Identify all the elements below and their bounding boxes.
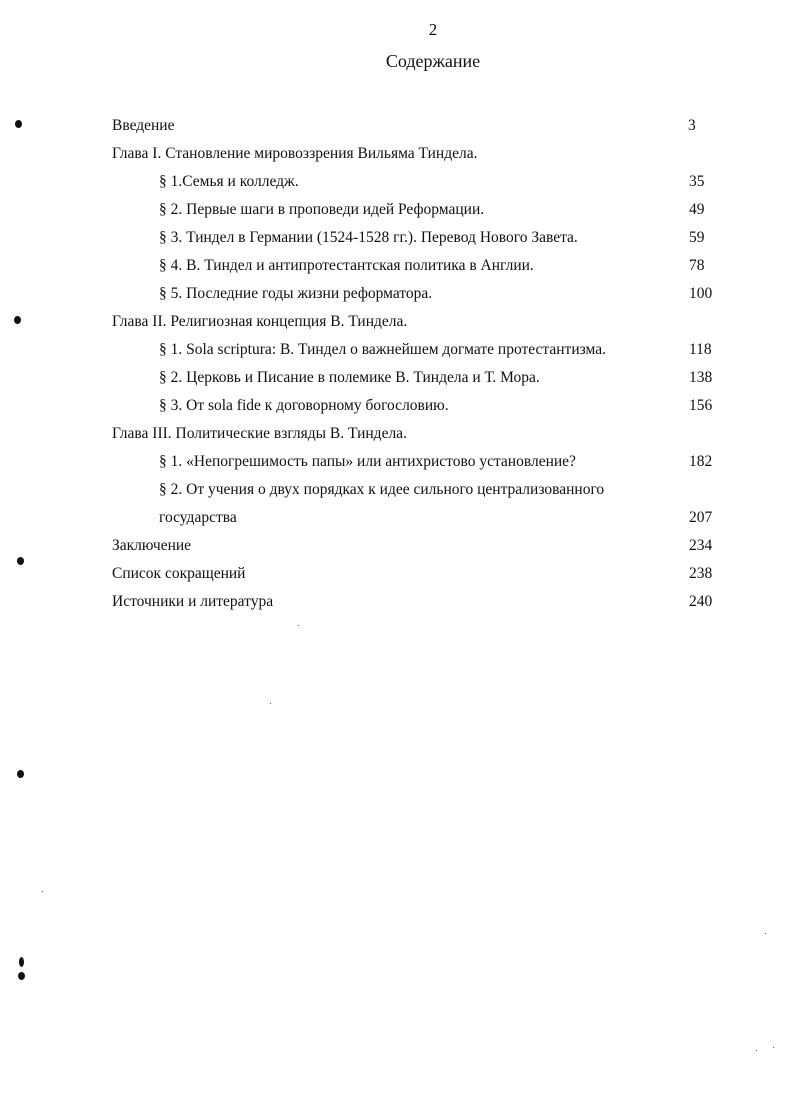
- toc-entry-title: Заключение: [112, 537, 192, 554]
- speck: [270, 703, 271, 704]
- punch-hole-mark: [18, 972, 25, 980]
- toc-entry: [0, 168, 793, 196]
- toc-entry: [0, 588, 793, 616]
- speck: [298, 625, 299, 626]
- toc-entry: [0, 336, 793, 364]
- toc-entry-title: государства: [159, 509, 237, 526]
- toc-entry: [0, 476, 793, 504]
- toc-entry: [0, 280, 793, 308]
- toc-entry: [0, 364, 793, 392]
- toc-entry-title: § 1. Sola scriptura: В. Тиндел о важнейшем догмате протестантизма.: [159, 341, 606, 358]
- toc-entry: [0, 224, 793, 252]
- toc-entry-page: 234: [689, 537, 713, 554]
- punch-hole-mark: [17, 557, 24, 565]
- toc-entry-page: 138: [689, 369, 713, 386]
- toc-entry-title: § 5. Последние годы жизни реформатора.: [159, 285, 433, 302]
- toc-entry-title: Глава III. Политические взгляды В. Тиндела.: [112, 425, 407, 442]
- toc-entry-page: 118: [689, 341, 712, 358]
- toc-entry-page: 78: [689, 257, 705, 274]
- speck: [42, 891, 43, 892]
- speck: [756, 1050, 757, 1051]
- toc-title: Содержание: [385, 51, 481, 71]
- toc-entry-title: § 3. Тиндел в Германии (1524-1528 гг.). Перевод Нового Завета.: [159, 229, 578, 246]
- speck: [765, 933, 766, 934]
- toc-entry-title: § 1. «Непогрешимость папы» или антихристово установление?: [159, 453, 576, 470]
- toc-entry-title: § 3. От sola fide к договорному богословию.: [159, 397, 449, 414]
- toc-entry-title: Глава I. Становление мировоззрения Вильяма Тиндела.: [112, 145, 478, 162]
- punch-hole-mark: [17, 770, 24, 778]
- toc-entry-title: Введение: [112, 117, 175, 134]
- toc-entry: [0, 560, 793, 588]
- toc-entry: [0, 112, 793, 140]
- toc-entry-page: 3: [688, 117, 696, 134]
- punch-hole-mark: [15, 120, 22, 128]
- toc-entry-title: § 1.Семья и колледж.: [159, 173, 299, 190]
- table-of-contents: [0, 112, 793, 616]
- toc-entry: [0, 532, 793, 560]
- toc-entry: [0, 140, 793, 168]
- punch-hole-mark: [14, 316, 21, 324]
- toc-entry: [0, 448, 793, 476]
- toc-entry-page: 59: [689, 229, 705, 246]
- toc-entry: [0, 504, 793, 532]
- speck: [773, 1047, 774, 1048]
- toc-entry-title: Список сокращений: [112, 565, 246, 582]
- toc-entry-title: Глава II. Религиозная концепция В. Тиндела.: [112, 313, 408, 330]
- toc-entry-page: 240: [689, 593, 713, 610]
- toc-entry: [0, 308, 793, 336]
- toc-entry-page: 182: [689, 453, 713, 470]
- toc-entry-page: 156: [689, 397, 713, 414]
- toc-entry: [0, 196, 793, 224]
- toc-entry-title: § 4. В. Тиндел и антипротестантская политика в Англии.: [159, 257, 534, 274]
- toc-entry-title: § 2. От учения о двух порядках к идее сильного централизованного: [159, 481, 605, 498]
- toc-entry-page: 238: [689, 565, 713, 582]
- punch-hole-mark: [19, 957, 24, 967]
- page-number: 2: [428, 20, 438, 39]
- toc-entry-title: Источники и литература: [112, 593, 274, 610]
- toc-entry-title: § 2. Первые шаги в проповеди идей Реформации.: [159, 201, 485, 218]
- toc-entry-page: 207: [689, 509, 713, 526]
- toc-entry-page: 100: [689, 285, 713, 302]
- toc-entry: [0, 420, 793, 448]
- toc-entry-title: § 2. Церковь и Писание в полемике В. Тиндела и Т. Мора.: [159, 369, 540, 386]
- toc-entry: [0, 392, 793, 420]
- toc-entry-page: 35: [689, 173, 705, 190]
- toc-entry-page: 49: [689, 201, 705, 218]
- toc-entry: [0, 252, 793, 280]
